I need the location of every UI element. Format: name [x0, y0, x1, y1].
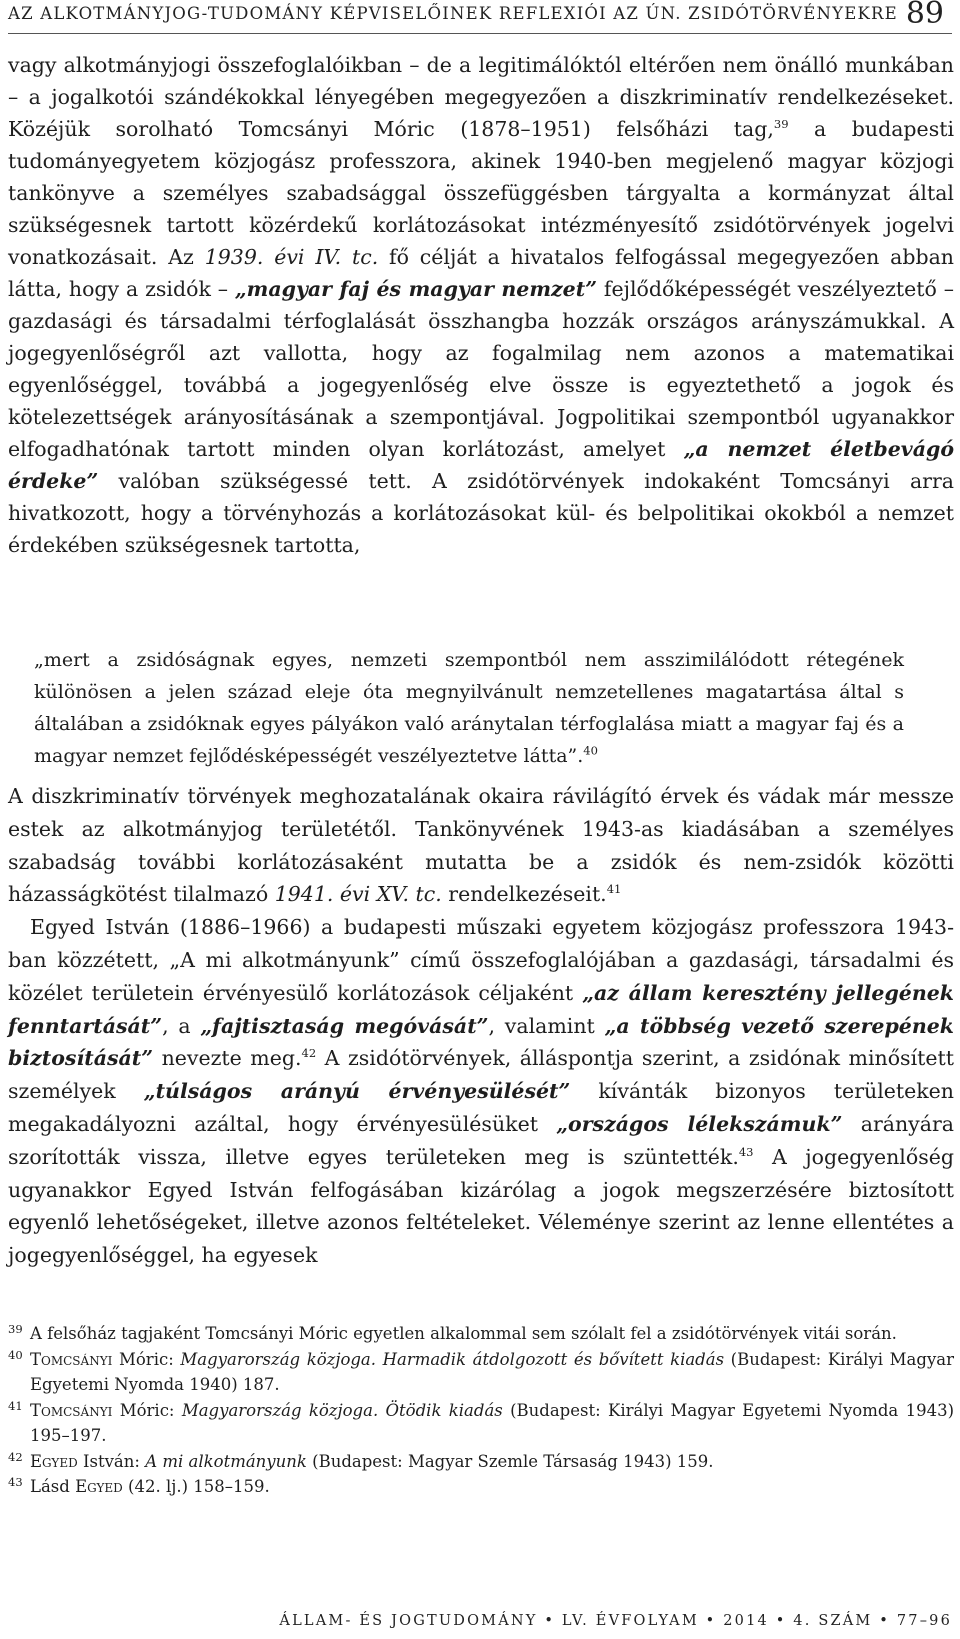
book-title: Magyarország közjoga. Ötödik kiadás	[181, 1400, 503, 1420]
quoted-phrase: „fajtisztaság megóvását”	[200, 1013, 489, 1038]
footnote-41	[8, 1398, 954, 1449]
text-run: A diszkriminatív törvények meghozatalának okaira rávilágító érvek és vádak már messze estek az alkotmányjog területétől. Tankönyvének 1943-as kiadásában a személyes szabadság további korlátozásaként mutatta be a zsidók és nem-zsidók közötti házasságkötést tilalmazó	[8, 784, 954, 907]
quoted-phrase: „magyar faj és magyar nemzet”	[234, 277, 597, 301]
footnotes	[8, 1321, 954, 1500]
law-citation: 1941. évi XV. tc.	[274, 882, 442, 907]
text-run: a budapesti tudományegyetem közjogász professzora, akinek 1940-ben megjelenő magyar közjogi tankönyve a személyes szabadsággal összefüggésben tárgyalta a kormányzat által szükségesnek tartott közérdekű korlátozásokat intézményesítő zsidótörvények jogelvi vonatkozásait. Az	[8, 117, 955, 269]
law-citation: 1939. évi IV. tc.	[204, 245, 379, 269]
paragraph-tomcsanyi	[8, 49, 954, 561]
footnote-43	[8, 1474, 954, 1500]
text-run: fő célját a hivatalos felfogással megegyezően abban látta, hogy a zsidók –	[8, 245, 954, 301]
book-title: Magyarország közjoga. Harmadik átdolgozott és bővített kiadás	[180, 1349, 725, 1369]
quoted-phrase: „országos lélekszámuk”	[556, 1111, 843, 1136]
book-title: A mi alkotmányunk	[145, 1451, 307, 1471]
text-run: valóban szükségessé tett. A zsidótörvények indokaként Tomcsányi arra hivatkozott, hogy a törvényhozás a korlátozásokat kül- és belpolitikai okokból a nemzet érdekében szükségesnek tartotta,	[8, 469, 954, 557]
paragraph-egyed	[8, 911, 954, 1272]
footnote-text: A felsőház tagjaként Tomcsányi Móric egyetlen alkalommal sem szólalt fel a zsidótörvények vitái során.	[30, 1324, 897, 1343]
main-text-bottom	[8, 780, 954, 1272]
footnote-text: Lásd	[30, 1477, 76, 1496]
author-name: Egyed	[75, 1477, 123, 1496]
quoted-phrase: „a nemzet életbevágó érdeke”	[8, 437, 954, 493]
text-run: nevezte meg.	[153, 1046, 302, 1071]
quoted-phrase: „túlságos arányú érvényesülését”	[143, 1079, 571, 1104]
author-name: Tomcsányi	[30, 1349, 113, 1369]
footnote-text: (Budapest: Magyar Szemle Társaság 1943) 159.	[306, 1451, 714, 1471]
quote-text: „mert a zsidóságnak egyes, nemzeti szempontból nem asszimilálódott rétegének különösen a jelen század eleje óta megnyilvánult nemzetellenes magatartása által s általában a zsidóknak egyes pályákon való aránytalan térfoglalása miatt a magyar faj és a magyar nemzet fejlődésképességét veszélyeztetve látta”.	[34, 649, 904, 767]
footnote-number: 40	[8, 1347, 23, 1362]
header-rule	[8, 33, 952, 34]
footnote-42	[8, 1449, 954, 1475]
running-title: AZ ALKOTMÁNYJOG-TUDOMÁNY KÉPVISELŐINEK REFLEXIÓI AZ ÚN. ZSIDÓTÖRVÉNYEKRE	[8, 4, 898, 23]
text-run: Egyed István (1886–1966) a budapesti műszaki egyetem közjogász professzora 1943-ban közzétett, „A mi alkotmányunk” című összefoglalójában a gazdasági, társadalmi és közélet területein érvényesülő korlátozások céljaként	[8, 915, 954, 1005]
footnote-number: 43	[8, 1475, 23, 1489]
block-quote	[34, 644, 904, 772]
quoted-phrase: „az állam keresztény jellegének fenntartását”	[8, 980, 954, 1038]
author-name: Tomcsányi	[30, 1400, 113, 1420]
text-run: , a	[162, 1013, 201, 1038]
main-text-top	[8, 49, 954, 561]
paragraph-discriminative-laws	[8, 780, 954, 911]
running-footer: ÁLLAM- ÉS JOGTUDOMÁNY • LV. ÉVFOLYAM • 2014 • 4. SZÁM • 77–96	[279, 1613, 952, 1629]
footnote-ref-39[interactable]: 39	[773, 117, 789, 132]
footnote-ref-41[interactable]: 41	[606, 882, 622, 897]
text-run: A zsidótörvények, álláspontja szerint, a zsidónak minősített személyek	[8, 1046, 954, 1104]
footnote-number: 41	[8, 1398, 23, 1413]
quoted-phrase: „a többség vezető szerepének biztosítását”	[8, 1013, 954, 1071]
footnote-40	[8, 1347, 954, 1398]
footnote-39	[8, 1321, 954, 1347]
text-run: A jogegyenlőség ugyanakkor Egyed István felfogásában kizárólag a jogok megszerzésére biztosított egyenlő lehetőségeket, illetve azonos feltételeket. Véleménye szerint az lenne ellentétes a jogegyenlőséggel, ha egyesek	[8, 1144, 954, 1268]
footnote-text: Móric:	[112, 1400, 182, 1420]
footnote-number: 39	[8, 1322, 23, 1336]
running-header	[8, 0, 952, 32]
text-run: fejlődőképességét veszélyeztető – gazdasági és társadalmi térfoglalását összhangba hozzák országos arányszámukkal. A jogegyenlőségről azt vallotta, hogy az fogalmilag nem azonos a matematikai egyenlőséggel, továbbá a jogegyenlőség elve össze is egyeztethető a jogok és kötelezettségek arányosításának a szempontjával. Jogpolitikai szempontból ugyanakkor elfogadhatónak tartott minden olyan korlátozást, amelyet	[8, 277, 954, 461]
text-run: vagy alkotmányjogi összefoglalóikban – de a legitimálóktól eltérően nem önálló munkában – a jogalkotói szándékokkal lényegében megegyezően a diszkriminatív rendelkezéseket. Közéjük sorolható Tomcsányi Móric (1878–1951) felsőházi tag,	[8, 53, 954, 141]
footnote-ref-43[interactable]: 43	[738, 1144, 754, 1159]
footnote-text: (Budapest: Királyi Magyar Egyetemi Nyomda 1943) 195–197.	[30, 1400, 955, 1445]
author-name: Egyed	[30, 1451, 78, 1471]
footnote-ref-42[interactable]: 42	[301, 1046, 317, 1061]
page-number: 89	[905, 0, 944, 31]
footnote-text: (42. lj.) 158–159.	[122, 1477, 270, 1496]
text-run: , valamint	[488, 1013, 605, 1038]
footnote-ref-40[interactable]: 40	[583, 743, 598, 758]
text-run: rendelkezéseit.	[441, 882, 607, 907]
footnote-text: Móric:	[112, 1349, 181, 1369]
footnote-number: 42	[8, 1449, 23, 1464]
text-run: kívánták bizonyos területeken megakadályozni azáltal, hogy érvényesülésüket	[8, 1079, 955, 1136]
footnote-text: (Budapest: Királyi Magyar Egyetemi Nyomda 1940) 187.	[30, 1349, 954, 1394]
footnote-text: István:	[77, 1451, 146, 1471]
text-run: arányára szorították vissza, illetve egyes területeken meg is szüntették.	[8, 1111, 954, 1169]
